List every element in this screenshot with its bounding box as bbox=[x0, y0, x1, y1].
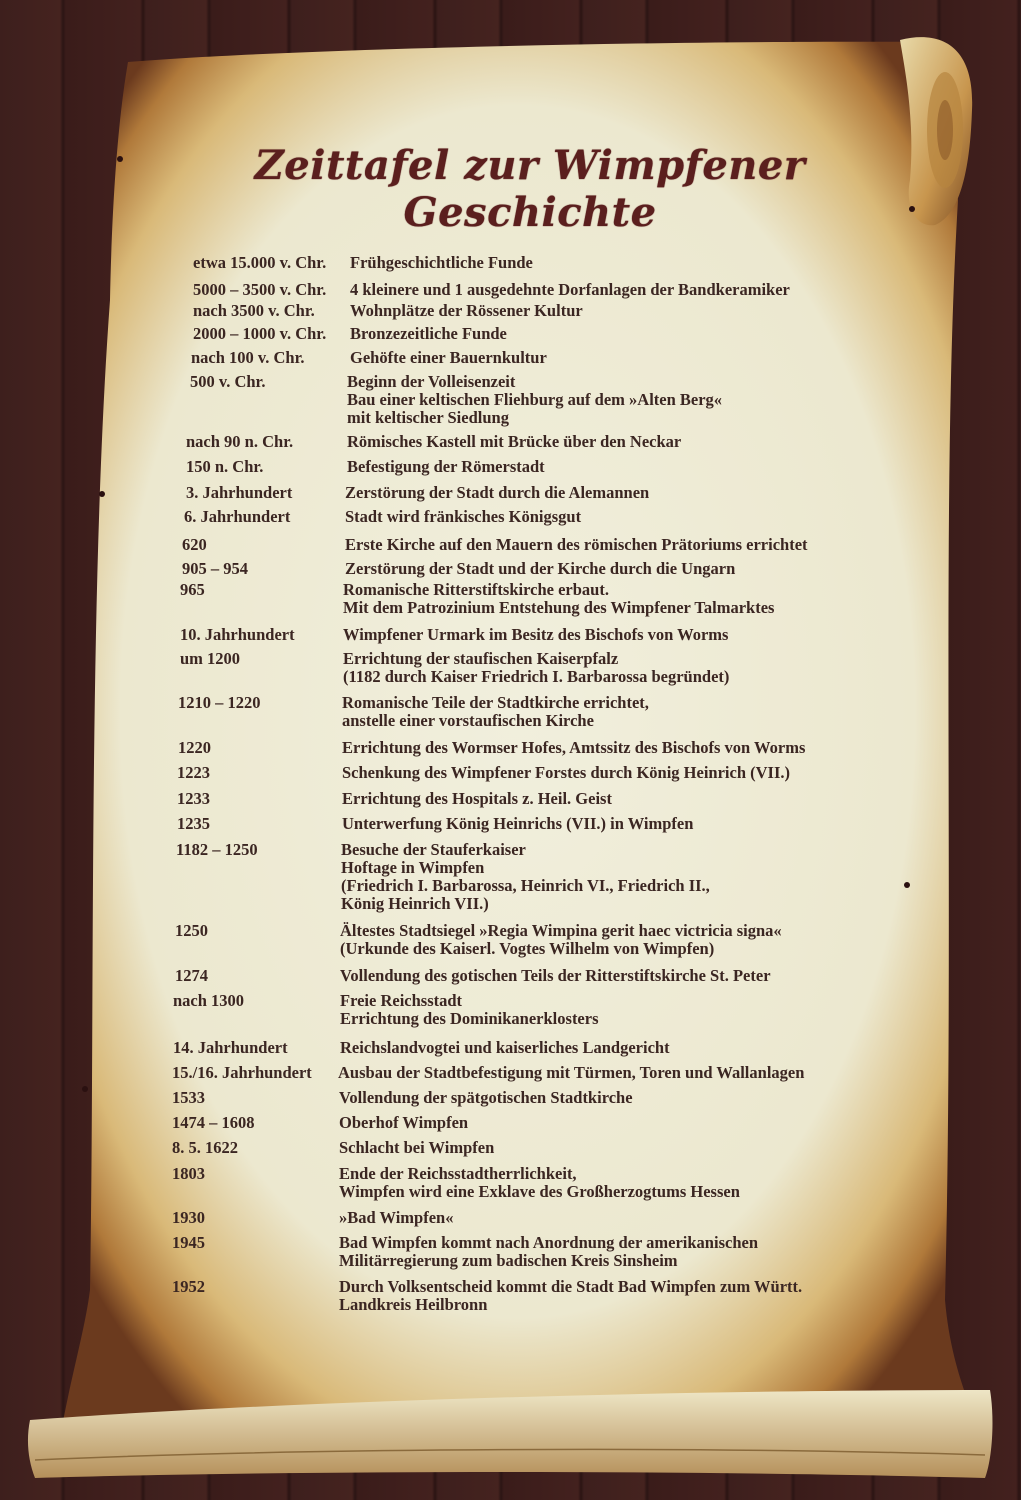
description-line: Landkreis Heilbronn bbox=[339, 1295, 488, 1314]
description-line: Freie Reichsstadt bbox=[340, 991, 463, 1010]
description-line: Oberhof Wimpfen bbox=[339, 1113, 469, 1132]
timeline-date: 10. Jahrhundert bbox=[180, 625, 295, 644]
timeline-date: 1182 – 1250 bbox=[176, 840, 258, 859]
timeline-description bbox=[342, 694, 649, 730]
timeline-description bbox=[347, 373, 722, 427]
description-line: Mit dem Patrozinium Entstehung des Wimpfener Talmarktes bbox=[343, 598, 775, 617]
timeline-description bbox=[343, 650, 729, 686]
timeline-description bbox=[342, 764, 790, 782]
description-line: 4 kleinere und 1 ausgedehnte Dorfanlagen der Bandkeramiker bbox=[350, 280, 790, 299]
description-line: Schenkung des Wimpfener Forstes durch König Heinrich (VII.) bbox=[342, 763, 790, 782]
description-line: Stadt wird fränkisches Königsgut bbox=[345, 507, 582, 526]
timeline-date: 1233 bbox=[177, 789, 210, 808]
timeline-description bbox=[345, 560, 735, 578]
timeline-description bbox=[342, 790, 612, 808]
description-line: anstelle einer vorstaufischen Kirche bbox=[342, 711, 594, 730]
timeline-description bbox=[347, 433, 681, 451]
timeline-description bbox=[339, 1139, 494, 1157]
description-line: Wimpfener Urmark im Besitz des Bischofs von Worms bbox=[343, 625, 729, 644]
timeline-date: 1952 bbox=[172, 1277, 205, 1296]
timeline-date: 1803 bbox=[172, 1164, 205, 1183]
timeline-description bbox=[345, 508, 581, 526]
timeline-date: 1250 bbox=[175, 921, 208, 940]
timeline-date: 1274 bbox=[175, 966, 208, 985]
timeline-description bbox=[339, 1165, 740, 1201]
timeline-description bbox=[343, 581, 774, 617]
timeline-date: 8. 5. 1622 bbox=[172, 1138, 238, 1157]
nail-head bbox=[99, 491, 105, 497]
timeline-date: 965 bbox=[180, 580, 205, 599]
description-line: Gehöfte einer Bauernkultur bbox=[350, 348, 547, 367]
timeline-date: 150 n. Chr. bbox=[186, 457, 264, 476]
description-line: Hoftage in Wimpfen bbox=[341, 858, 485, 877]
description-line: Bau einer keltischen Fliehburg auf dem »Alten Berg« bbox=[347, 390, 723, 409]
description-line: mit keltischer Siedlung bbox=[347, 408, 509, 427]
timeline-description bbox=[341, 841, 710, 913]
timeline-description bbox=[350, 302, 583, 320]
description-line: Romanische Teile der Stadtkirche errichtet, bbox=[342, 693, 649, 712]
timeline-date: 1235 bbox=[177, 814, 210, 833]
description-line: Ältestes Stadtsiegel »Regia Wimpina gerit haec victricia signa« bbox=[340, 921, 782, 940]
timeline-date: etwa 15.000 v. Chr. bbox=[193, 253, 327, 272]
description-line: Wohnplätze der Rössener Kultur bbox=[350, 301, 583, 320]
timeline-date: 14. Jahrhundert bbox=[173, 1038, 288, 1057]
description-line: Frühgeschichtliche Funde bbox=[350, 253, 533, 272]
description-line: Vollendung der spätgotischen Stadtkirche bbox=[339, 1088, 633, 1107]
timeline-description bbox=[340, 922, 782, 958]
timeline-date: 2000 – 1000 v. Chr. bbox=[193, 324, 327, 343]
description-line: Errichtung des Wormser Hofes, Amtssitz des Bischofs von Worms bbox=[342, 738, 806, 757]
timeline-date: 500 v. Chr. bbox=[190, 372, 266, 391]
timeline-description bbox=[350, 349, 547, 367]
description-line: Zerstörung der Stadt durch die Alemannen bbox=[345, 483, 650, 502]
description-line: Schlacht bei Wimpfen bbox=[339, 1138, 495, 1157]
timeline-description bbox=[339, 1209, 453, 1227]
description-line: Reichslandvogtei und kaiserliches Landgericht bbox=[340, 1038, 670, 1057]
description-line: »Bad Wimpfen« bbox=[339, 1208, 454, 1227]
description-line: Bad Wimpfen kommt nach Anordnung der amerikanischen bbox=[339, 1233, 758, 1252]
timeline-description bbox=[342, 815, 693, 833]
timeline-date: 1220 bbox=[178, 738, 211, 757]
timeline-date: nach 1300 bbox=[173, 991, 245, 1010]
timeline-description bbox=[339, 1234, 758, 1270]
timeline-date: 905 – 954 bbox=[182, 559, 248, 578]
nail-head bbox=[82, 1086, 88, 1092]
timeline-date: 3. Jahrhundert bbox=[186, 483, 293, 502]
description-line: Ausbau der Stadtbefestigung mit Türmen, Toren und Wallanlagen bbox=[338, 1063, 805, 1082]
timeline-description bbox=[345, 484, 649, 502]
timeline-description bbox=[350, 325, 507, 343]
timeline-description bbox=[347, 458, 545, 476]
timeline-description bbox=[339, 1278, 802, 1314]
description-line: Errichtung der staufischen Kaiserpfalz bbox=[343, 649, 619, 668]
description-line: Unterwerfung König Heinrichs (VII.) in Wimpfen bbox=[342, 814, 694, 833]
page-title: Zeittafel zur Wimpfener Geschichte bbox=[254, 142, 806, 236]
description-line: (Friedrich I. Barbarossa, Heinrich VI., Friedrich II., bbox=[341, 876, 710, 895]
timeline-description bbox=[340, 992, 599, 1028]
description-line: Durch Volksentscheid kommt die Stadt Bad Wimpfen zum Württ. bbox=[339, 1277, 803, 1296]
description-line: Ende der Reichsstadtherrlichkeit, bbox=[339, 1164, 577, 1183]
nail-head bbox=[904, 882, 910, 888]
description-line: Besuche der Stauferkaiser bbox=[341, 840, 526, 859]
description-line: Zerstörung der Stadt und der Kirche durch die Ungarn bbox=[345, 559, 736, 578]
timeline-date: 5000 – 3500 v. Chr. bbox=[193, 280, 327, 299]
description-line: (Urkunde des Kaiserl. Vogtes Wilhelm von Wimpfen) bbox=[340, 939, 715, 958]
timeline-date: nach 3500 v. Chr. bbox=[193, 301, 315, 320]
description-line: Errichtung des Hospitals z. Heil. Geist bbox=[342, 789, 612, 808]
timeline-description bbox=[345, 536, 808, 554]
timeline-date: 1945 bbox=[172, 1233, 205, 1252]
description-line: Bronzezeitliche Funde bbox=[350, 324, 507, 343]
description-line: Römisches Kastell mit Brücke über den Neckar bbox=[347, 432, 682, 451]
description-line: Erste Kirche auf den Mauern des römischen Prätoriums errichtet bbox=[345, 535, 808, 554]
description-line: Vollendung des gotischen Teils der Ritterstiftskirche St. Peter bbox=[340, 966, 771, 985]
description-line: Wimpfen wird eine Exklave des Großherzogtums Hessen bbox=[339, 1182, 740, 1201]
timeline-description bbox=[338, 1064, 804, 1082]
description-line: Romanische Ritterstiftskirche erbaut. bbox=[343, 580, 609, 599]
timeline-date: um 1200 bbox=[180, 649, 241, 668]
description-line: (1182 durch Kaiser Friedrich I. Barbarossa begründet) bbox=[343, 667, 730, 686]
timeline-date: nach 100 v. Chr. bbox=[191, 348, 305, 367]
description-line: Beginn der Volleisenzeit bbox=[347, 372, 516, 391]
timeline-date: 6. Jahrhundert bbox=[184, 507, 291, 526]
timeline-description bbox=[340, 1039, 670, 1057]
timeline-date: 1474 – 1608 bbox=[172, 1113, 255, 1132]
description-line: Errichtung des Dominikanerklosters bbox=[340, 1009, 599, 1028]
timeline-description bbox=[343, 626, 728, 644]
timeline-description bbox=[350, 254, 533, 272]
timeline-description bbox=[350, 281, 790, 299]
timeline-date: nach 90 n. Chr. bbox=[186, 432, 294, 451]
timeline-description bbox=[339, 1114, 468, 1132]
description-line: König Heinrich VII.) bbox=[341, 894, 489, 913]
timeline-date: 1223 bbox=[177, 763, 210, 782]
timeline-date: 620 bbox=[182, 535, 207, 554]
description-line: Befestigung der Römerstadt bbox=[347, 457, 545, 476]
timeline-description bbox=[342, 739, 805, 757]
timeline-date: 1210 – 1220 bbox=[178, 693, 261, 712]
timeline-description bbox=[340, 967, 771, 985]
timeline-description bbox=[339, 1089, 633, 1107]
description-line: Militärregierung zum badischen Kreis Sinsheim bbox=[339, 1251, 678, 1270]
nail-head bbox=[117, 156, 123, 162]
timeline-date: 15./16. Jahrhundert bbox=[172, 1063, 312, 1082]
timeline-date: 1533 bbox=[172, 1088, 205, 1107]
timeline-date: 1930 bbox=[172, 1208, 205, 1227]
